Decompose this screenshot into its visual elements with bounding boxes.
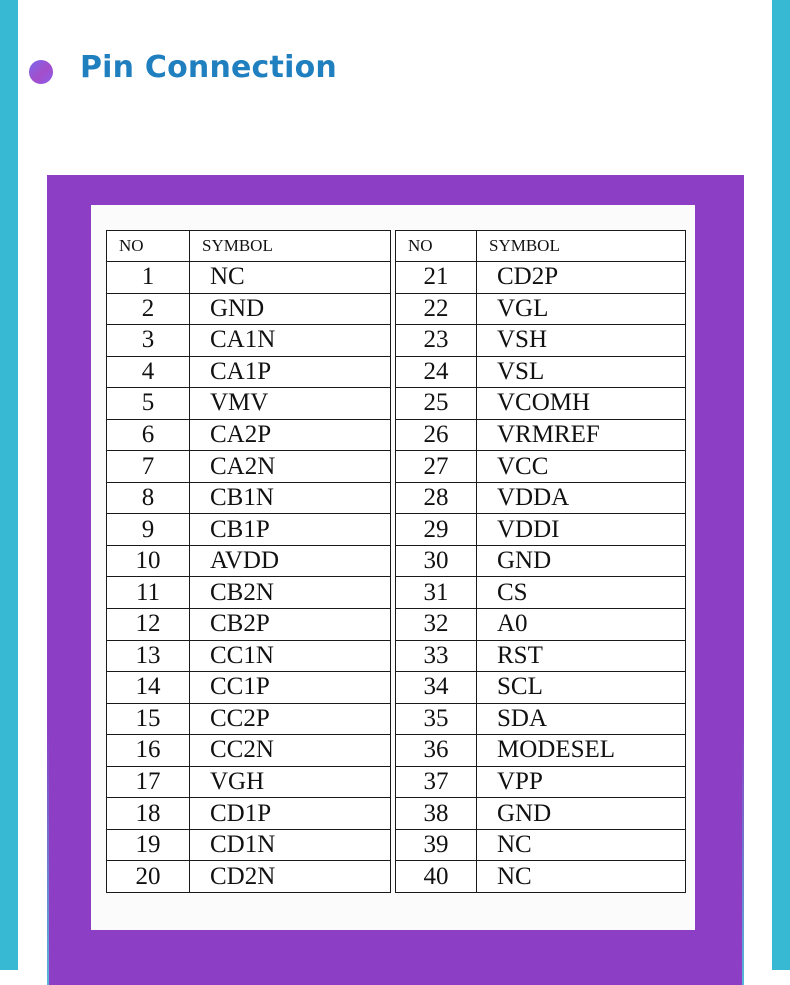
pin-symbol: VRMREF — [477, 419, 686, 451]
pin-number: 27 — [396, 451, 477, 483]
pin-symbol: CC2N — [190, 735, 391, 767]
pin-symbol: AVDD — [190, 545, 391, 577]
table-row — [396, 451, 686, 483]
pin-symbol: GND — [190, 293, 391, 325]
pin-number: 7 — [107, 451, 190, 483]
table-row — [396, 388, 686, 420]
pin-symbol: CB2P — [190, 609, 391, 641]
pin-symbol: VCOMH — [477, 388, 686, 420]
pin-symbol: SDA — [477, 703, 686, 735]
pin-number: 9 — [107, 514, 190, 546]
page-title: Pin Connection — [80, 50, 337, 85]
pin-number: 28 — [396, 482, 477, 514]
pin-number: 3 — [107, 325, 190, 357]
table-row — [107, 798, 391, 830]
pin-symbol: CA1N — [190, 325, 391, 357]
table-row — [107, 262, 391, 294]
pin-number: 12 — [107, 609, 190, 641]
column-header-no: NO — [107, 231, 190, 262]
table-row — [107, 388, 391, 420]
pin-number: 23 — [396, 325, 477, 357]
table-row — [396, 766, 686, 798]
pin-number: 36 — [396, 735, 477, 767]
table-row — [396, 829, 686, 861]
pin-symbol: NC — [190, 262, 391, 294]
column-header-symbol: SYMBOL — [190, 231, 391, 262]
table-row — [396, 514, 686, 546]
pin-symbol: VCC — [477, 451, 686, 483]
table-row — [107, 451, 391, 483]
right-accent-bar — [772, 0, 790, 970]
pin-symbol: VPP — [477, 766, 686, 798]
pin-number: 20 — [107, 861, 190, 893]
table-row — [107, 703, 391, 735]
pin-number: 37 — [396, 766, 477, 798]
column-header-symbol: SYMBOL — [477, 231, 686, 262]
pin-number: 33 — [396, 640, 477, 672]
table-row — [107, 356, 391, 388]
pin-number: 40 — [396, 861, 477, 893]
pin-number: 5 — [107, 388, 190, 420]
pin-symbol: GND — [477, 545, 686, 577]
pin-symbol: CD1P — [190, 798, 391, 830]
table-row — [107, 293, 391, 325]
pin-number: 4 — [107, 356, 190, 388]
pin-number: 39 — [396, 829, 477, 861]
pin-number: 17 — [107, 766, 190, 798]
pin-number: 10 — [107, 545, 190, 577]
pin-number: 13 — [107, 640, 190, 672]
pin-number: 31 — [396, 577, 477, 609]
pin-symbol: CC1N — [190, 640, 391, 672]
pin-symbol: CB2N — [190, 577, 391, 609]
table-row — [396, 419, 686, 451]
pin-table-left — [106, 230, 391, 893]
table-row — [396, 545, 686, 577]
pin-symbol: CC2P — [190, 703, 391, 735]
pin-symbol: CD1N — [190, 829, 391, 861]
pin-table-right — [395, 230, 686, 893]
table-row — [396, 609, 686, 641]
table-row — [396, 293, 686, 325]
pin-number: 21 — [396, 262, 477, 294]
pin-table-right-body — [396, 262, 686, 893]
table-row — [396, 577, 686, 609]
table-row — [107, 735, 391, 767]
table-row — [107, 514, 391, 546]
pin-symbol: GND — [477, 798, 686, 830]
pin-number: 22 — [396, 293, 477, 325]
pin-number: 26 — [396, 419, 477, 451]
table-row — [107, 672, 391, 704]
pin-number: 11 — [107, 577, 190, 609]
heading-bullet-icon — [29, 60, 53, 84]
pin-symbol: CD2P — [477, 262, 686, 294]
pin-symbol: CS — [477, 577, 686, 609]
table-row — [107, 766, 391, 798]
table-row — [396, 262, 686, 294]
pin-symbol: CA2P — [190, 419, 391, 451]
pin-symbol: CB1P — [190, 514, 391, 546]
pin-number: 25 — [396, 388, 477, 420]
pin-number: 18 — [107, 798, 190, 830]
pin-symbol: CC1P — [190, 672, 391, 704]
pin-symbol: CB1N — [190, 482, 391, 514]
pin-number: 6 — [107, 419, 190, 451]
pin-number: 38 — [396, 798, 477, 830]
pin-symbol: VDDA — [477, 482, 686, 514]
pin-number: 8 — [107, 482, 190, 514]
table-row — [396, 861, 686, 893]
pin-number: 35 — [396, 703, 477, 735]
pin-number: 29 — [396, 514, 477, 546]
pin-symbol: SCL — [477, 672, 686, 704]
pin-symbol: RST — [477, 640, 686, 672]
table-row — [107, 325, 391, 357]
column-header-no: NO — [396, 231, 477, 262]
table-row — [396, 356, 686, 388]
pin-symbol: CA1P — [190, 356, 391, 388]
pin-symbol: CD2N — [190, 861, 391, 893]
table-row — [107, 577, 391, 609]
pin-symbol: MODESEL — [477, 735, 686, 767]
pin-number: 15 — [107, 703, 190, 735]
table-row — [396, 325, 686, 357]
table-row — [396, 640, 686, 672]
table-row — [107, 482, 391, 514]
table-row — [107, 545, 391, 577]
table-row — [396, 703, 686, 735]
table-row — [107, 640, 391, 672]
pin-symbol: NC — [477, 861, 686, 893]
pin-number: 19 — [107, 829, 190, 861]
table-row — [396, 672, 686, 704]
pin-symbol: VGH — [190, 766, 391, 798]
table-header-row — [396, 231, 686, 262]
pin-symbol: VGL — [477, 293, 686, 325]
table-row — [107, 419, 391, 451]
pin-number: 30 — [396, 545, 477, 577]
pin-number: 32 — [396, 609, 477, 641]
pin-symbol: VSH — [477, 325, 686, 357]
pin-number: 14 — [107, 672, 190, 704]
pin-symbol: VMV — [190, 388, 391, 420]
pin-number: 24 — [396, 356, 477, 388]
left-accent-bar — [0, 0, 18, 970]
table-row — [396, 798, 686, 830]
pin-symbol: NC — [477, 829, 686, 861]
table-header-row — [107, 231, 391, 262]
table-row — [396, 482, 686, 514]
pin-number: 1 — [107, 262, 190, 294]
pin-symbol: VSL — [477, 356, 686, 388]
pin-symbol: A0 — [477, 609, 686, 641]
table-row — [107, 829, 391, 861]
pin-symbol: CA2N — [190, 451, 391, 483]
table-row — [107, 861, 391, 893]
pin-number: 2 — [107, 293, 190, 325]
pin-table-left-body — [107, 262, 391, 893]
table-row — [396, 735, 686, 767]
pin-number: 16 — [107, 735, 190, 767]
table-row — [107, 609, 391, 641]
pin-number: 34 — [396, 672, 477, 704]
pin-symbol: VDDI — [477, 514, 686, 546]
